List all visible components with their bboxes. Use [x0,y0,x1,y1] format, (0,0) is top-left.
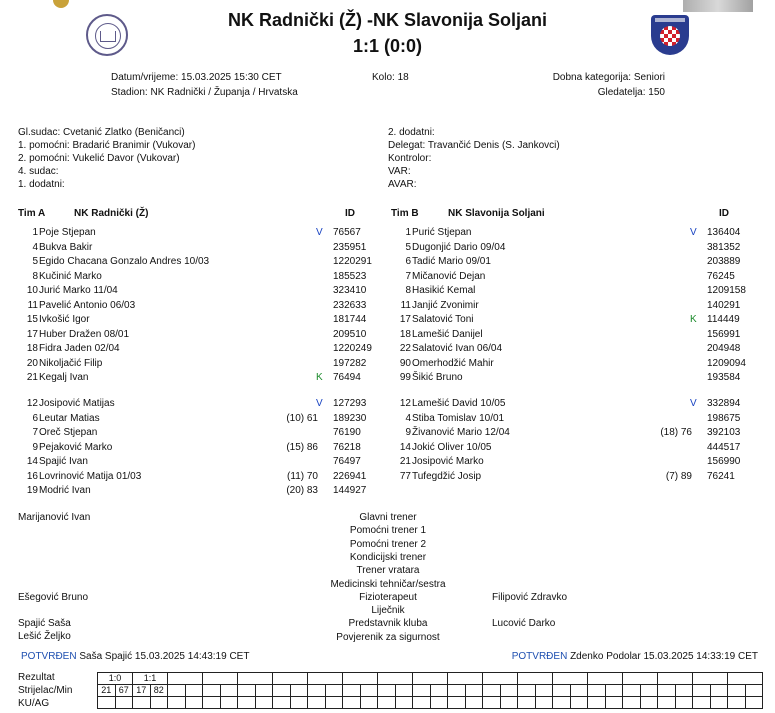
card-cell [273,697,291,709]
player-id: 156990 [707,456,741,467]
player-id: 1209094 [707,357,746,369]
scorer-cell [518,685,536,697]
card-cell [290,697,308,709]
result-cell [623,673,658,685]
result-cell [728,673,763,685]
player-id: 140291 [707,299,741,311]
player-number: 21 [399,456,411,467]
age-category: Dobna kategorija: Seniori [552,72,665,83]
player-id: 332894 [707,398,741,409]
result-cell [448,673,483,685]
card-cell [98,697,116,709]
player-id: 1209158 [707,285,746,296]
scorer-cell [290,685,308,697]
player-number: 6 [405,256,411,267]
player-id: 76567 [333,227,361,238]
scorer-cell [185,685,203,697]
scorer-cell [168,685,186,697]
player-number: 99 [399,372,411,383]
player-number: 6 [32,412,38,424]
player-name: Pavelić Antonio 06/03 [39,299,136,311]
scorer-cell: 21 [98,685,116,697]
player-name: Stiba Tomislav 10/01 [412,412,505,424]
substitution-info: (11) 70 [287,470,318,482]
goalkeeper-marker: V [690,227,697,238]
card-cell [710,697,728,709]
team-a-security: Lešić Željko [18,631,71,642]
player-number: 5 [405,241,411,253]
staff-role: Trener vratara [356,565,420,577]
result-cell [203,673,238,685]
player-id: 226941 [333,470,367,482]
player-name: Huber Dražen 08/01 [39,328,130,340]
card-cell [553,697,571,709]
team-b-name: NK Slavonija Soljani [448,208,545,219]
player-id: 323410 [333,285,367,296]
scorer-cell [220,685,238,697]
player-name: Bukva Bakir [39,241,93,253]
card-cell [465,697,483,709]
controller: Kontrolor: [388,153,432,164]
result-cell [658,673,693,685]
card-cell [395,697,413,709]
team-a-club-rep: Spajić Saša [18,618,71,629]
card-cell [220,697,238,709]
player-number: 22 [399,343,411,354]
player-id: 209510 [333,328,367,340]
player-id: 76494 [333,372,361,383]
scorer-cell [430,685,448,697]
scorer-cell [360,685,378,697]
scorer-cell [553,685,571,697]
assistant-referee-2: 2. pomoćni: Vukelić Davor (Vukovar) [18,153,180,164]
player-name: Josipović Marko [412,456,484,467]
player-id: 76241 [707,470,735,482]
card-cell [343,697,361,709]
card-cell [185,697,203,709]
player-id: 127293 [333,398,367,409]
player-number: 1 [405,227,411,238]
player-number: 5 [32,256,38,267]
result-cell [378,673,413,685]
assistant-referee-1: 1. pomoćni: Bradarić Branimir (Vukovar) [18,140,196,151]
scorer-cell [728,685,746,697]
result-cell [308,673,343,685]
stadium: Stadion: NK Radnički / Županja / Hrvatska [111,87,298,98]
player-number: 21 [26,372,38,383]
scorer-cell [500,685,518,697]
federation-logo [53,0,69,8]
match-score: 1:1 (0:0) [352,36,423,56]
team-a-head-coach: Marijanović Ivan [18,512,91,523]
scorer-cell [343,685,361,697]
card-cell [255,697,273,709]
player-name: Nikoljačić Filip [39,357,103,369]
player-number: 18 [26,343,38,354]
staff-role: Pomoćni trener 1 [349,525,427,537]
card-cell [693,697,711,709]
player-name: Ivkošić Igor [39,314,90,325]
player-name: Tufegdžić Josip [412,470,482,482]
player-id: 235951 [333,241,367,253]
card-cell [115,697,133,709]
card-cell [483,697,501,709]
team-a-label: Tim A [18,208,46,219]
scorer-cell [465,685,483,697]
staff-role: Medicinski tehničar/sestra [330,578,446,590]
card-cell [378,697,396,709]
scorer-cell [535,685,553,697]
player-id: 444517 [707,441,741,453]
player-number: 7 [405,270,411,282]
player-id: 76218 [333,441,361,453]
player-name: Josipović Matijas [39,398,115,409]
player-name: Salatović Toni [412,314,474,325]
result-cell [588,673,623,685]
player-name: Janjić Zvonimir [412,299,479,311]
result-cell [273,673,308,685]
team-a-confirm-text: Saša Spajić 15.03.2025 14:43:19 CET [79,651,250,662]
player-number: 7 [32,427,38,438]
match-title: NK Radnički (Ž) -NK Slavonija Soljani [227,10,548,30]
card-cell [308,697,326,709]
team-b-confirm-text: Zdenko Podolar 15.03.2025 14:33:19 CET [570,651,758,662]
staff-role: Glavni trener [359,512,417,523]
staff-role: Kondicijski trener [349,551,427,563]
player-id: 76497 [333,456,361,467]
card-cell [640,697,658,709]
player-id: 76245 [707,270,735,282]
player-name: Oreč Stjepan [39,427,98,438]
player-name: Tadić Mario 09/01 [412,256,491,267]
scorer-cell [448,685,466,697]
substitution-info: (10) 61 [286,412,318,424]
result-cell [553,673,588,685]
scorer-cell [693,685,711,697]
card-cell [535,697,553,709]
result-cell [413,673,448,685]
player-name: Fidra Jaden 02/04 [39,343,120,354]
scorer-cell [273,685,291,697]
player-number: 77 [399,470,411,482]
player-id: 144927 [333,485,367,496]
substitution-info: (15) 86 [286,441,318,453]
player-name: Živanović Mario 12/04 [412,427,510,438]
fourth-official: 4. sudac: [18,166,59,177]
result-cell [168,673,203,685]
scorer-cell: 67 [115,685,133,697]
player-id: 114449 [707,314,740,325]
player-name: Dugonjić Dario 09/04 [412,241,506,253]
card-cell [605,697,623,709]
player-number: 16 [26,470,38,482]
card-cell [623,697,641,709]
captain-marker: K [316,372,323,383]
team-b-physio: Filipović Zdravko [492,592,568,603]
attendance: Gledatelja: 150 [597,87,665,98]
player-number: 15 [26,314,38,325]
player-name: Modrić Ivan [39,485,91,496]
scorer-cell [745,685,763,697]
scorer-cell [255,685,273,697]
player-name: Egido Chacana Gonzalo Andres 10/03 [39,256,210,267]
player-number: 14 [26,456,38,467]
player-name: Lamešić Danijel [412,328,483,340]
goalkeeper-marker: V [690,398,697,409]
scorer-cell [710,685,728,697]
var-official: VAR: [388,166,411,177]
team-a-confirm-status: POTVRĐEN [21,651,77,662]
substitution-info: (18) 76 [660,427,692,438]
player-id: 189230 [333,412,367,424]
substitution-info: (20) 83 [286,485,318,496]
staff-role: Fizioterapeut [359,591,417,603]
main-referee: Gl.sudac: Cvetanić Zlatko (Beničanci) [18,127,185,138]
player-name: Šikić Bruno [412,372,463,383]
card-cell [448,697,466,709]
scorer-cell [325,685,343,697]
team-b-club-rep: Lucović Darko [492,618,556,629]
card-cell [745,697,763,709]
player-id: 198675 [707,412,741,424]
player-number: 8 [32,270,38,282]
player-name: Jurić Marko 11/04 [39,285,118,296]
card-cell [360,697,378,709]
team-b-id-header: ID [719,208,729,219]
team-a-id-header: ID [345,208,355,219]
card-cell [658,697,676,709]
card-cell [325,697,343,709]
player-number: 17 [399,314,411,325]
round: Kolo: 18 [372,72,409,83]
player-name: Lamešić David 10/05 [412,398,506,409]
player-id: 185523 [333,270,367,282]
scorer-cell: 17 [133,685,151,697]
player-number: 90 [399,357,411,369]
additional-official-2: 2. dodatni: [388,127,435,138]
team-b-confirm-status: POTVRĐEN [511,651,568,662]
player-id: 203889 [707,256,741,267]
scorer-cell [640,685,658,697]
scorer-cell [483,685,501,697]
scorer-cell [395,685,413,697]
player-name: Omerhodžić Mahir [412,357,494,369]
player-number: 17 [26,328,38,340]
card-cell [150,697,168,709]
avar-official: AVAR: [388,179,417,190]
result-cell [518,673,553,685]
team-a-name: NK Radnički (Ž) [74,208,149,219]
scorer-cell [658,685,676,697]
player-id: 1220249 [333,343,372,354]
player-id: 156991 [707,328,741,340]
card-cell [500,697,518,709]
team-b-label: Tim B [391,208,419,219]
card-cell [675,697,693,709]
result-cell [483,673,518,685]
additional-official-1: 1. dodatni: [18,179,65,190]
result-cell: 1:1 [133,673,168,685]
card-cell [728,697,746,709]
player-id: 232633 [333,299,367,311]
card-cell [570,697,588,709]
events-grid [97,672,763,709]
captain-marker: K [690,314,697,325]
scorer-cell [238,685,256,697]
player-number: 9 [405,427,411,438]
result-cell [238,673,273,685]
player-number: 11 [400,299,411,311]
scorer-cell [605,685,623,697]
scorer-cell [203,685,221,697]
cards-label: KU/AG [18,698,50,709]
player-name: Jokić Oliver 10/05 [412,441,492,453]
player-number: 12 [399,398,411,409]
result-cell: 1:0 [98,673,133,685]
player-id: 392103 [707,427,741,438]
staff-role: Povjerenik za sigurnost [336,631,440,643]
result-cell [693,673,728,685]
scorer-cell [675,685,693,697]
player-id: 136404 [707,227,741,238]
card-cell [133,697,151,709]
staff-role: Pomoćni trener 2 [349,538,427,550]
player-name: Purić Stjepan [412,227,472,238]
datetime: Datum/vrijeme: 15.03.2025 15:30 CET [111,72,282,83]
player-number: 9 [32,441,38,453]
team-a-physio: Ešegović Bruno [18,592,89,603]
result-label: Rezultat [18,672,55,683]
team-b-confirmation [512,651,758,662]
goalkeeper-marker: V [316,398,323,409]
card-cell [238,697,256,709]
player-name: Spajić Ivan [39,456,88,467]
player-id: 1220291 [333,256,372,267]
scorer-cell [623,685,641,697]
player-number: 20 [26,357,38,369]
player-name: Pejaković Marko [39,441,113,453]
scorer-cell [588,685,606,697]
scorer-cell [570,685,588,697]
scorer-cell [378,685,396,697]
player-number: 14 [399,441,411,453]
card-cell [203,697,221,709]
player-name: Leutar Matias [39,412,100,424]
player-name: Mičanović Dejan [412,270,486,282]
result-cell [343,673,378,685]
player-number: 4 [405,412,411,424]
player-name: Hasikić Kemal [412,285,476,296]
player-id: 193584 [707,372,741,383]
player-number: 4 [32,241,38,253]
card-cell [588,697,606,709]
player-number: 11 [27,299,38,311]
substitution-info: (7) 89 [665,470,692,482]
player-number: 1 [32,227,38,238]
player-name: Poje Stjepan [39,227,96,238]
player-id: 197282 [333,357,367,369]
staff-role: Predstavnik kluba [348,618,428,630]
card-cell [430,697,448,709]
team-a-confirmation [21,651,249,662]
player-number: 8 [405,285,411,296]
goalkeeper-marker: V [316,227,323,238]
scorer-label: Strijelac/Min [18,685,73,696]
scorer-cell [308,685,326,697]
staff-role: Liječnik [371,605,405,617]
scorer-cell: 82 [150,685,168,697]
player-name: Salatović Ivan 06/04 [412,343,503,354]
player-id: 76190 [333,427,361,438]
player-number: 10 [26,285,38,296]
player-number: 18 [399,328,411,340]
player-name: Lovrinović Matija 01/03 [39,470,142,482]
scorer-cell [413,685,431,697]
player-id: 381352 [707,241,741,253]
player-number: 12 [26,398,38,409]
card-cell [518,697,536,709]
player-id: 204948 [707,343,741,354]
player-name: Kučinić Marko [39,270,102,282]
card-cell [168,697,186,709]
player-name: Kegalj Ivan [39,372,89,383]
card-cell [413,697,431,709]
player-id: 181744 [333,314,367,325]
player-number: 19 [26,485,38,496]
delegate: Delegat: Travančić Denis (S. Jankovci) [388,140,560,151]
